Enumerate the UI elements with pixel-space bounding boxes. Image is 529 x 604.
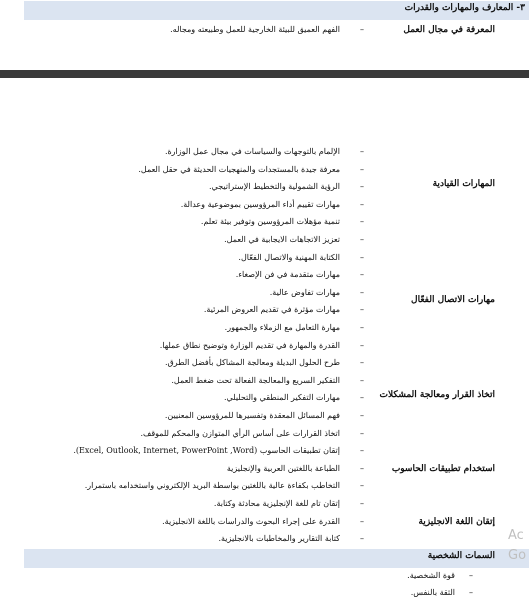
bullet-dash: – bbox=[360, 217, 364, 227]
skill-group-label: اتخاذ القرار ومعالجة المشكلات bbox=[379, 389, 495, 400]
skill-item: – إتقان تام للغة الإنجليزية محادثة وكتابة. bbox=[213, 499, 364, 508]
bullet-dash: – bbox=[360, 340, 364, 350]
skill-item: – معرفة جيدة بالمستجدات والمنهجيات الحديثة في حقل العمل. bbox=[138, 164, 364, 174]
bullet-dash: – bbox=[360, 393, 364, 403]
bullet-dash: – bbox=[360, 182, 364, 192]
bullet-dash: – bbox=[360, 534, 364, 544]
skill-item: – تنمية مؤهلات المرؤوسين وتوفير بيئة تعلم. bbox=[200, 217, 364, 227]
skill-item: – تعزيز الاتجاهات الايجابية في العمل. bbox=[224, 235, 364, 244]
section-3-heading: ٣- المعارف والمهارات والقدرات bbox=[404, 3, 525, 13]
skill-item: – مهارات تقييم أداء المرؤوسين بموضوعية وعدالة. bbox=[180, 199, 364, 209]
skill-item: – طرح الحلول البديلة ومعالجة المشاكل بأفضل الطرق. bbox=[165, 358, 364, 368]
bullet-dash: – bbox=[360, 428, 364, 438]
skill-item: – الكتابة المهنية والاتصال الفعّال. bbox=[238, 252, 364, 262]
watermark-line-2: Go bbox=[508, 548, 527, 563]
bullet-dash: – bbox=[360, 235, 364, 244]
personal-traits-band bbox=[24, 549, 529, 568]
personal-trait-item: – قوة الشخصية. bbox=[407, 571, 473, 580]
bullet-dash: – bbox=[360, 463, 364, 473]
bullet-dash: – bbox=[360, 446, 364, 456]
bullet-dash: – bbox=[360, 323, 364, 332]
skill-item: – مهارة التعامل مع الزملاء والجمهور. bbox=[224, 323, 364, 332]
skill-item: – إتقان تطبيقات الحاسوب (Excel, Outlook, Internet, PowerPoint ,Word). bbox=[73, 446, 364, 456]
work-field-label: المعرفة في مجال العمل bbox=[403, 25, 495, 35]
skill-item: – الطباعة باللغتين العربية والإنجليزية bbox=[226, 463, 364, 473]
skill-item: – القدرة على إجراء البحوث والدراسات باللغة الانجليزية. bbox=[162, 516, 364, 526]
skill-item: – مهارات متقدمة في فن الإصغاء. bbox=[235, 270, 364, 280]
skill-item: – فهم المسائل المعقدة وتفسيرها للمرؤوسين المعنيين. bbox=[164, 411, 364, 420]
skill-item: – التفكير السريع والمعالجة الفعالة تحت ضغط العمل. bbox=[171, 375, 364, 385]
bullet-dash: – bbox=[360, 199, 364, 209]
bullet-dash: – bbox=[469, 571, 473, 580]
skill-group-label: إتقان اللغة الانجليزية bbox=[418, 516, 495, 527]
bullet-dash: – bbox=[360, 499, 364, 508]
skill-group-label: استخدام تطبيقات الحاسوب bbox=[391, 463, 495, 474]
skill-item: – مهارات مؤثرة في تقديم العروض المرئية. bbox=[203, 305, 364, 315]
bullet-dash: – bbox=[360, 481, 364, 491]
skill-item: – اتخاذ القرارات على أساس الرأي المتوازن والمحكم للموقف. bbox=[140, 428, 364, 438]
bullet-dash: – bbox=[360, 287, 364, 297]
watermark-line-1: Ac bbox=[508, 528, 524, 543]
bullet-dash: – bbox=[360, 25, 364, 34]
bullet-dash: – bbox=[469, 588, 473, 597]
page-break-rule bbox=[0, 70, 529, 78]
skill-item: – القدرة والمهارة في تقديم الوزارة وتوضيح نطاق عملها. bbox=[159, 340, 364, 350]
skill-item: – الإلمام بالتوجهات والسياسات في مجال عمل الوزارة. bbox=[164, 147, 364, 156]
bullet-dash: – bbox=[360, 305, 364, 315]
section-3-heading-band bbox=[24, 1, 529, 20]
skill-group-label: المهارات القيادية bbox=[432, 178, 495, 189]
personal-traits-heading: السمات الشخصية bbox=[427, 551, 495, 561]
skill-group-label: مهارات الاتصال الفعّال bbox=[411, 294, 495, 305]
bullet-dash: – bbox=[360, 358, 364, 368]
skill-item: – الرؤية الشمولية والتخطيط الإستراتيجي. bbox=[208, 182, 364, 192]
bullet-dash: – bbox=[360, 411, 364, 420]
bullet-dash: – bbox=[360, 164, 364, 174]
bullet-dash: – bbox=[360, 252, 364, 262]
bullet-dash: – bbox=[360, 375, 364, 385]
personal-trait-item: – الثقة بالنفس. bbox=[410, 588, 473, 597]
bullet-dash: – bbox=[360, 516, 364, 526]
bullet-dash: – bbox=[360, 147, 364, 156]
skill-item: – مهارات التفكير المنطقي والتحليلي. bbox=[223, 393, 364, 403]
work-field-item: – الفهم العميق للبيئة الخارجية للعمل وطبيعته ومجاله. bbox=[170, 25, 364, 34]
skill-item: – مهارات تفاوض عالية. bbox=[269, 287, 364, 297]
skill-item: – كتابة التقارير والمخاطبات بالانجليزية. bbox=[218, 534, 364, 544]
skill-item: – التخاطب بكفاءة عالية باللغتين بواسطة البريد الإلكتروني واستخدامه باستمرار. bbox=[84, 481, 364, 491]
bullet-dash: – bbox=[360, 270, 364, 280]
